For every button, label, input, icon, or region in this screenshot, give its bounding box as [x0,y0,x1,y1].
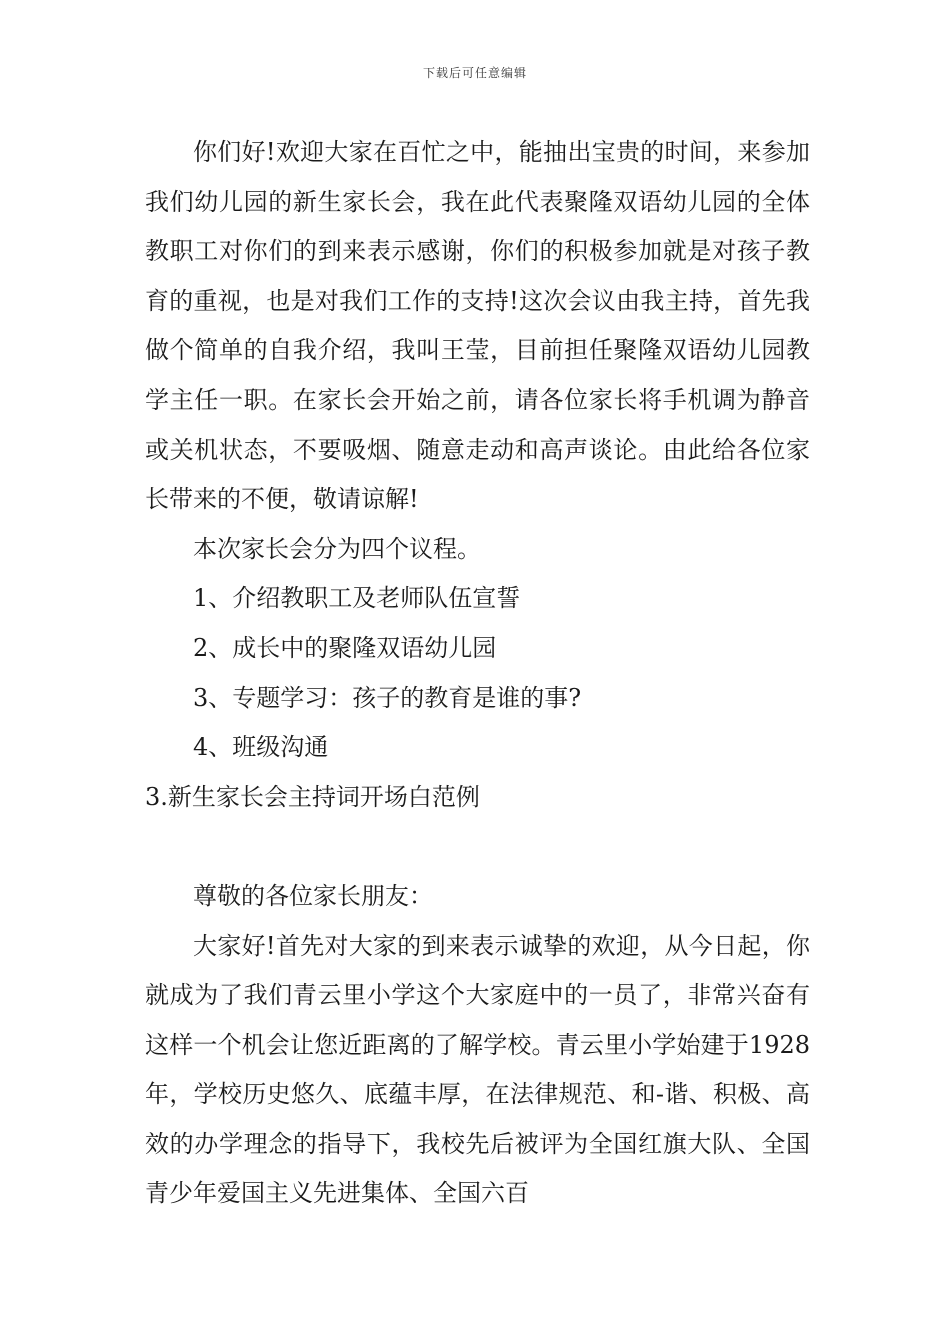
document-body [145,128,810,1219]
salutation: 尊敬的各位家长朋友： [193,881,433,910]
section-heading: 3.新生家长会主持词开场白范例 [145,782,480,811]
paragraph-welcome: 你们好!欢迎大家在百忙之中，能抽出宝贵的时间，来参加我们幼儿园的新生家长会，我在此代表聚隆双语幼儿园的全体教职工对你们的到来表示感谢，你们的积极参加就是对孩子教育的重视，也是对我们工作的支持!这次会议由我主持，首先我做个简单的自我介绍，我叫王莹，目前担任聚隆双语幼儿园教学主任一职。在家长会开始之前，请各位家长将手机调为静音或关机状态，不要吸烟、随意走动和高声谈论。由此给各位家长带来的不便，敬请谅解! [145,138,810,514]
agenda-item-3: 3、专题学习：孩子的教育是谁的事? [193,683,582,712]
agenda-item-4: 4、班级沟通 [193,733,329,762]
agenda-item-1: 1、介绍教职工及老师队伍宣誓 [193,584,521,613]
paragraph-school-intro: 大家好!首先对大家的到来表示诚挚的欢迎，从今日起，你就成为了我们青云里小学这个大家庭中的一员了，非常兴奋有这样一个机会让您近距离的了解学校。青云里小学始建于1928年，学校历史悠久、底蕴丰厚，在法律规范、和-谐、积极、高效的办学理念的指导下，我校先后被评为全国红旗大队、全国青少年爱国主义先进集体、全国六百 [145,931,810,1208]
paragraph-agenda-intro: 本次家长会分为四个议程。 [193,534,481,563]
agenda-item-2: 2、成长中的聚隆双语幼儿园 [193,633,497,662]
blank-line [145,822,810,872]
header-note: 下载后可任意编辑 [422,66,527,80]
